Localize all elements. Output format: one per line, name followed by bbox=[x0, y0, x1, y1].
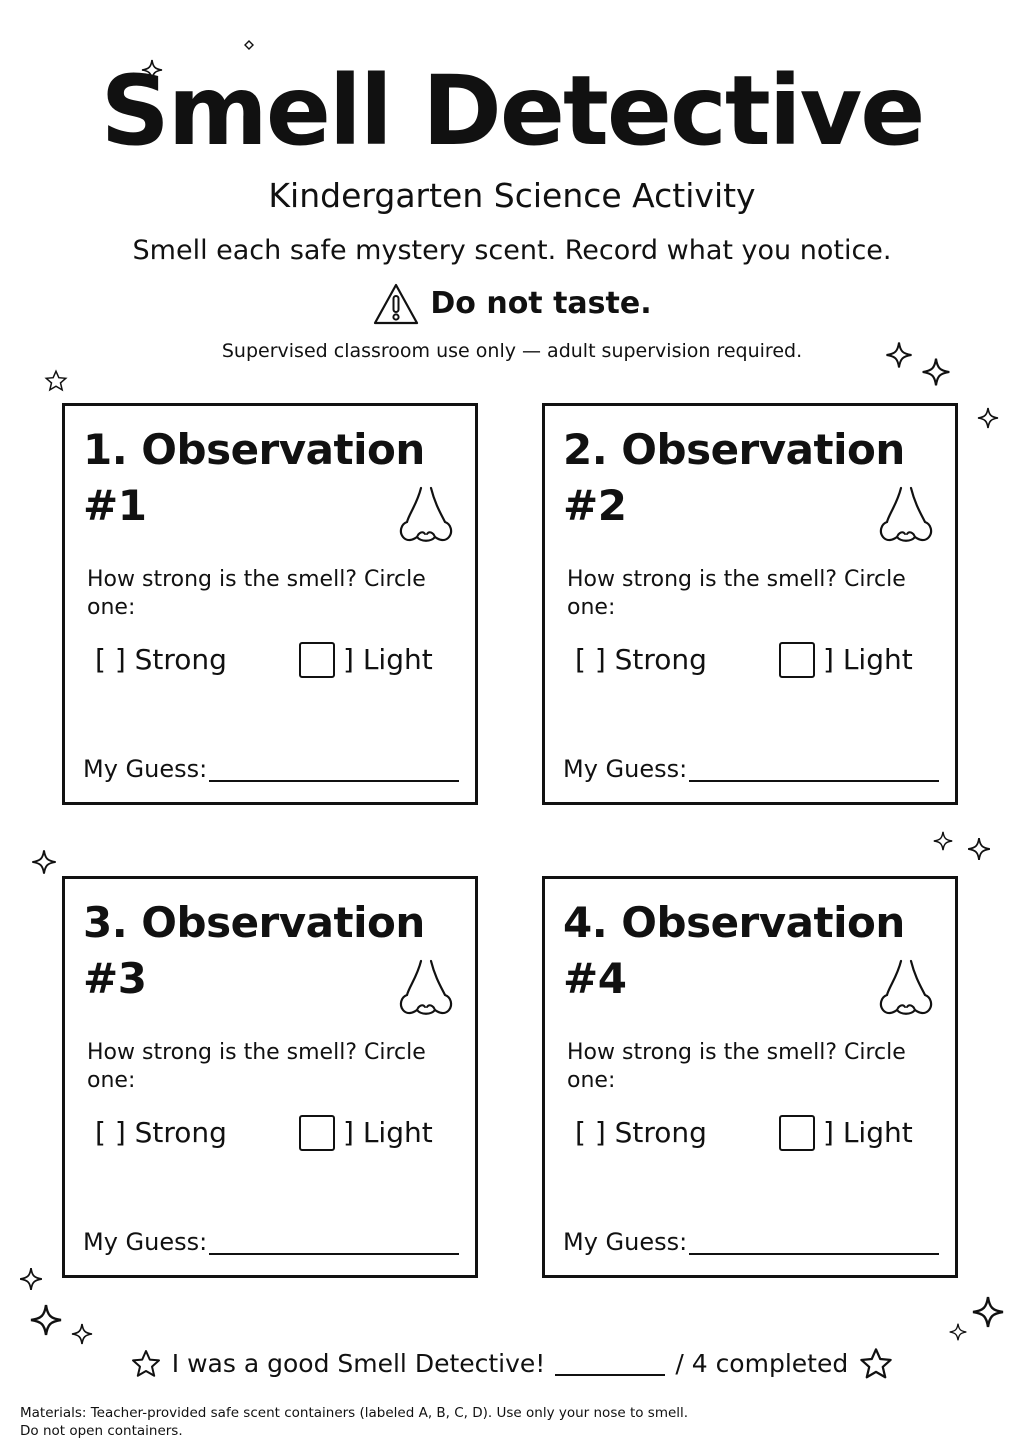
star-outline-icon bbox=[44, 369, 68, 393]
sparkle-icon bbox=[884, 340, 914, 370]
observation-card-1 bbox=[62, 403, 478, 805]
supervision-note: Supervised classroom use only — adult supervision required. bbox=[221, 340, 803, 362]
sparkle-icon bbox=[920, 356, 952, 388]
guess-answer-line[interactable] bbox=[689, 1253, 939, 1255]
light-checkbox[interactable] bbox=[299, 642, 335, 678]
option-light[interactable] bbox=[299, 642, 433, 678]
option-strong[interactable]: [ ] Strong bbox=[95, 643, 227, 676]
light-checkbox[interactable] bbox=[299, 1115, 335, 1151]
guess-answer-line[interactable] bbox=[209, 780, 459, 782]
option-light-label: ] Light bbox=[823, 643, 913, 676]
completion-text: I was a good Smell Detective! bbox=[171, 1349, 546, 1378]
sparkle-icon bbox=[70, 1322, 94, 1346]
option-light-label: ] Light bbox=[823, 1116, 913, 1149]
sparkle-icon bbox=[244, 40, 254, 50]
page-subtitle: Kindergarten Science Activity bbox=[268, 176, 756, 215]
materials-note bbox=[20, 1404, 688, 1440]
option-strong[interactable]: [ ] Strong bbox=[95, 1116, 227, 1149]
sparkle-icon bbox=[976, 406, 1000, 430]
star-outline-icon bbox=[130, 1348, 162, 1380]
observation-title: 1. Observation #1 bbox=[83, 425, 425, 530]
option-light-label: ] Light bbox=[343, 643, 433, 676]
option-light[interactable] bbox=[299, 1115, 433, 1151]
guess-label: My Guess: bbox=[83, 1228, 208, 1256]
sparkle-icon bbox=[966, 836, 992, 862]
guess-label: My Guess: bbox=[83, 755, 208, 783]
sparkle-icon bbox=[932, 830, 954, 852]
option-strong[interactable]: [ ] Strong bbox=[575, 643, 707, 676]
completion-suffix: / 4 completed bbox=[675, 1349, 849, 1378]
materials-line-2: Do not open containers. bbox=[20, 1423, 183, 1439]
completion-line bbox=[0, 1346, 1024, 1382]
nose-icon bbox=[395, 957, 457, 1021]
sparkle-icon bbox=[140, 58, 164, 82]
strength-question: How strong is the smell? Circle one: bbox=[87, 567, 426, 620]
option-strong[interactable]: [ ] Strong bbox=[575, 1116, 707, 1149]
sparkle-icon bbox=[970, 1294, 1006, 1330]
sparkle-icon bbox=[30, 848, 58, 876]
light-checkbox[interactable] bbox=[779, 1115, 815, 1151]
option-light-label: ] Light bbox=[343, 1116, 433, 1149]
light-checkbox[interactable] bbox=[779, 642, 815, 678]
guess-label: My Guess: bbox=[563, 1228, 688, 1256]
observation-title: 3. Observation #3 bbox=[83, 898, 425, 1003]
option-light[interactable] bbox=[779, 1115, 913, 1151]
sparkle-icon bbox=[18, 1266, 44, 1292]
guess-answer-line[interactable] bbox=[209, 1253, 459, 1255]
option-light[interactable] bbox=[779, 642, 913, 678]
observation-card-4 bbox=[542, 876, 958, 1278]
guess-answer-line[interactable] bbox=[689, 780, 939, 782]
observation-card-3 bbox=[62, 876, 478, 1278]
nose-icon bbox=[875, 957, 937, 1021]
observation-title: 4. Observation #4 bbox=[563, 898, 905, 1003]
warning-triangle-icon bbox=[372, 282, 420, 326]
observation-title: 2. Observation #2 bbox=[563, 425, 905, 530]
completion-count-blank[interactable] bbox=[555, 1352, 665, 1376]
observation-card-2 bbox=[542, 403, 958, 805]
materials-line-1: Materials: Teacher-provided safe scent containers (labeled A, B, C, D). Use only your nose to smell. bbox=[20, 1405, 689, 1421]
sparkle-icon bbox=[28, 1302, 64, 1338]
nose-icon bbox=[395, 484, 457, 548]
warning-text: Do not taste. bbox=[430, 286, 652, 321]
sparkle-icon bbox=[948, 1322, 968, 1342]
page-title: Smell Detective bbox=[100, 55, 924, 167]
strength-question: How strong is the smell? Circle one: bbox=[87, 1040, 426, 1093]
nose-icon bbox=[875, 484, 937, 548]
strength-question: How strong is the smell? Circle one: bbox=[567, 567, 906, 620]
guess-label: My Guess: bbox=[563, 755, 688, 783]
instruction-text: Smell each safe mystery scent. Record what you notice. bbox=[132, 235, 892, 266]
warning-line bbox=[0, 282, 1024, 326]
star-outline-icon bbox=[858, 1346, 894, 1382]
strength-question: How strong is the smell? Circle one: bbox=[567, 1040, 906, 1093]
